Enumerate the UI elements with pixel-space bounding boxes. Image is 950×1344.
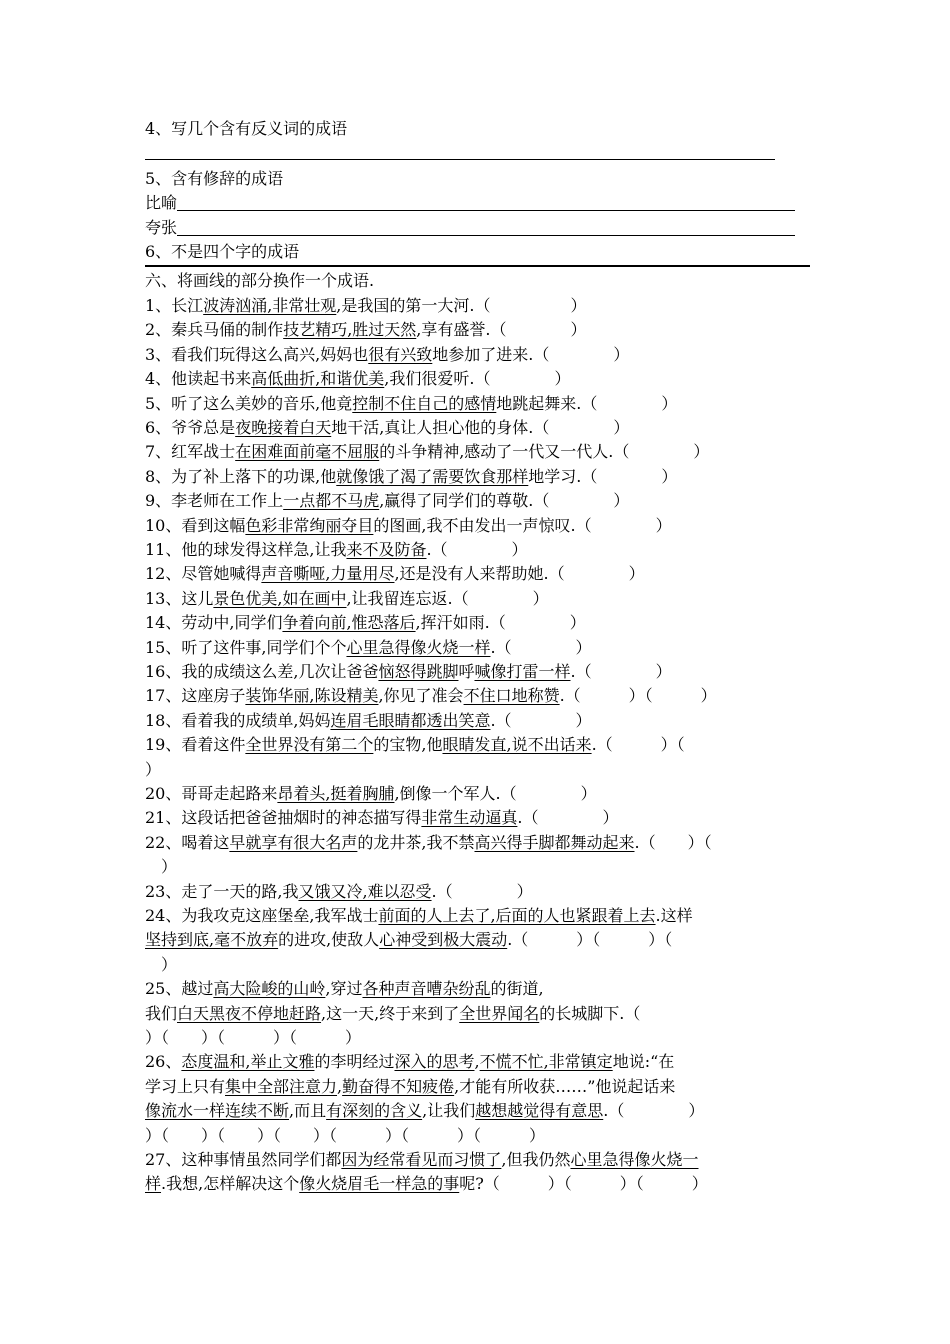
- question-text: 18、看着我的成绩单,妈妈: [145, 710, 331, 730]
- question-text: ,: [474, 1052, 480, 1072]
- question-line: [145, 832, 712, 854]
- underlined-phrase: 集中全部注意力: [225, 1076, 338, 1096]
- underlined-phrase: 心里急得像火烧一: [570, 1150, 699, 1169]
- underlined-phrase: 控制不住自己的感情: [352, 393, 497, 413]
- question-line: [145, 441, 709, 463]
- metaphor-label: 比喻: [145, 193, 178, 212]
- question-line: [145, 637, 592, 659]
- question-line: [145, 1076, 675, 1098]
- question-text: 的斗争精神,感动了一代又一代人.（ ）: [379, 442, 710, 462]
- underlined-phrase: 早就享有很大名声: [229, 832, 358, 852]
- question-text: ,而且: [289, 1101, 327, 1121]
- question-text: ,我们很爱听.（ ）: [384, 369, 571, 389]
- question-text: 1、长江: [145, 296, 204, 315]
- question-text: 15、听了这件事,同学们个个: [145, 637, 347, 657]
- underlined-phrase: 非常生动逼真: [421, 808, 518, 828]
- question-text: 的李明经过: [314, 1052, 395, 1072]
- question-text: ,你见了准会: [378, 686, 464, 706]
- underlined-phrase: 夜晚接着白天: [235, 418, 332, 437]
- underlined-phrase: 色彩非常绚丽夺目: [245, 515, 374, 535]
- question-line: [145, 1125, 545, 1147]
- question-text: .（ ）（ ）（: [507, 930, 673, 950]
- question-text: ）: [145, 759, 162, 779]
- question-text: ,才能有所收获……”他说起话来: [454, 1076, 676, 1096]
- underlined-phrase: 有深刻的含义: [326, 1101, 423, 1121]
- question-text: 的图画,我不由发出一声惊叹.（ ）: [373, 515, 672, 535]
- underlined-phrase: 坚持到底,毫不放弃: [145, 930, 279, 950]
- question-text: .（ ）（ ）: [559, 686, 717, 706]
- question-line: [145, 393, 677, 415]
- question-text: ,倒像一个军人.（ ）: [394, 784, 597, 803]
- question-text: 17、这座房子: [145, 686, 246, 706]
- question-text: 地参加了进来.（ ）: [432, 344, 630, 364]
- question-text: 27、这种事情虽然同学们都: [145, 1150, 342, 1169]
- question-text: 14、劳动中,同学们: [145, 613, 283, 633]
- question-line: [145, 612, 586, 634]
- question-text: ,但我仍然: [501, 1150, 571, 1169]
- question-text: ,让我们: [422, 1101, 476, 1121]
- question-line: [145, 685, 717, 707]
- question-line: [145, 881, 533, 903]
- question-text: 11、他的球发得这样急,让我: [145, 540, 347, 559]
- underlined-phrase: 恼怒得跳脚: [378, 662, 459, 681]
- question-line: [145, 1051, 674, 1073]
- underlined-phrase: 技艺精巧,胜过天然: [283, 320, 417, 340]
- question-text: ,享有盛誉.（ ）: [416, 320, 587, 340]
- question-text: ）（ ）（ ）（ ）: [145, 1028, 362, 1047]
- question-text: .（ ）: [603, 1101, 705, 1121]
- question-line: [145, 295, 586, 317]
- underlined-phrase: 波涛汹涌,非常壮观: [203, 296, 337, 315]
- underlined-phrase: 连眉毛眼睛都透出笑意: [330, 710, 491, 730]
- question-text: 的龙井茶,我不禁: [357, 832, 475, 852]
- question-text: 的宝物,他: [373, 735, 443, 755]
- question-line: [145, 417, 629, 439]
- question-line: [145, 905, 693, 927]
- question-line: [145, 759, 161, 781]
- question-line: [145, 710, 592, 732]
- underlined-phrase: 高兴得手脚都舞动起来: [474, 832, 635, 852]
- question-text: ,是我国的第一大河.（ ）: [336, 296, 587, 315]
- question-text: 3、看我们玩得这么高兴,妈妈也: [145, 344, 369, 364]
- underlined-phrase: 昂着头,挺着胸脯: [277, 784, 395, 803]
- question-text: 20、哥哥走起路来: [145, 784, 278, 803]
- underlined-phrase: 眼睛发直,说不出话来: [442, 735, 592, 755]
- underlined-phrase: 一点都不马虎: [283, 491, 380, 511]
- question-text: 的进攻,使敌人: [278, 930, 380, 950]
- section-6-title: 六、将画线的部分换作一个成语.: [145, 271, 375, 290]
- underlined-phrase: 不慌不忙,非常镇定: [479, 1052, 613, 1072]
- question-text: .这样: [655, 906, 693, 925]
- question-line: [145, 490, 629, 512]
- underlined-phrase: 高大险峻的山岭: [213, 979, 326, 999]
- question-text: 6、爷爷总是: [145, 418, 236, 437]
- underlined-phrase: 勤奋得不知疲倦: [342, 1076, 455, 1096]
- underlined-phrase: 深入的思考: [394, 1052, 475, 1072]
- question-text: .（ ）（: [634, 832, 712, 852]
- question-text: .（ ）: [570, 662, 672, 681]
- question-text: 5、听了这么美妙的音乐,他竟: [145, 393, 353, 413]
- question-text: .（ ）: [517, 808, 619, 828]
- section-divider: [145, 265, 810, 267]
- question-text: ）: [145, 857, 178, 877]
- question-text: 地学习.（ ）: [528, 466, 678, 486]
- underlined-phrase: 就像饿了渴了需要饮食那样: [336, 466, 529, 486]
- underlined-phrase: 越想越觉得有意思: [475, 1101, 604, 1121]
- question-line: [145, 1003, 640, 1025]
- question-text: 13、这儿: [145, 588, 214, 608]
- question-text: .我想,怎样解决这个: [161, 1174, 300, 1194]
- question-text: .（ ）（: [591, 735, 685, 755]
- underlined-phrase: 来不及防备: [346, 540, 427, 559]
- question-text: 25、越过: [145, 979, 214, 999]
- question-line: [145, 783, 597, 805]
- underlined-phrase: 又饿又冷,难以忍受: [298, 881, 432, 901]
- underlined-phrase: 争着向前,惟恐落后: [282, 613, 416, 633]
- question-text: 7、红军战士: [145, 442, 236, 462]
- question-text: 8、为了补上落下的功课,他: [145, 466, 337, 486]
- question-line: [145, 734, 685, 756]
- question-line: [145, 563, 645, 585]
- question-line: [145, 1027, 361, 1049]
- underlined-phrase: 各种声音嘈杂纷乱: [362, 979, 491, 999]
- question-line: [145, 661, 672, 683]
- underlined-phrase: 心神受到极大震动: [379, 930, 508, 950]
- question-line: [145, 929, 672, 951]
- underlined-phrase: 景色优美,如在画中: [213, 588, 347, 608]
- underlined-phrase: 因为经常看见而习惯了: [341, 1150, 502, 1169]
- question-text: .（ ）: [490, 637, 592, 657]
- question-text: 16、我的成绩这么差,几次让爸爸: [145, 662, 379, 681]
- question-line: [145, 856, 177, 878]
- question-text: .（ ）: [490, 710, 592, 730]
- question-text: 的长城脚下.（: [539, 1003, 641, 1023]
- question-line: [145, 539, 528, 561]
- underlined-phrase: 装饰华丽,陈设精美: [245, 686, 379, 706]
- underlined-phrase: 高低曲折,和谐优美: [251, 369, 385, 389]
- question-text: 19、看着这件: [145, 735, 246, 755]
- underlined-phrase: 白天黑夜不停地赶路: [177, 1003, 322, 1023]
- question-text: 学习上只有: [145, 1076, 226, 1096]
- question-text: ,还是没有人来帮助她.（ ）: [394, 564, 645, 584]
- question-5-4: 4、写几个含有反义词的成语: [145, 119, 348, 138]
- question-text: .（ ）: [426, 540, 528, 559]
- question-text: 26、: [145, 1052, 182, 1072]
- question-text: 10、看到这幅: [145, 515, 246, 535]
- question-line: [145, 978, 544, 1000]
- metaphor-answer-line: [177, 210, 795, 211]
- underlined-phrase: 全世界没有第二个: [245, 735, 374, 755]
- question-text: 12、尽管她喊得: [145, 564, 262, 584]
- underlined-phrase: 不住口地称赞: [463, 686, 560, 706]
- question-line: [145, 368, 570, 390]
- question-line: [145, 1100, 704, 1122]
- question-5-5: 5、含有修辞的成语: [145, 169, 284, 188]
- question-text: 呢?（ ）（ ）（ ）: [459, 1174, 708, 1194]
- question-text: 地说:“在: [612, 1052, 675, 1072]
- question-text: 的街道,: [490, 979, 544, 999]
- underlined-phrase: 喊像打雷一样: [474, 662, 571, 681]
- question-text: .（ ）: [431, 881, 533, 901]
- question-line: [145, 319, 586, 341]
- question-text: ,: [337, 1076, 343, 1096]
- question-line: [145, 954, 177, 976]
- question-text: 24、为我攻克这座堡垒,我军战士: [145, 906, 379, 925]
- underlined-phrase: 像火烧眉毛一样急的事: [299, 1174, 460, 1194]
- underlined-phrase: 声音嘶哑,力量用尽: [261, 564, 395, 584]
- underlined-phrase: 全世界闻名: [459, 1003, 540, 1023]
- underlined-phrase: 在困难面前毫不屈服: [235, 442, 380, 462]
- question-text: ,挥汗如雨.（ ）: [415, 613, 586, 633]
- underlined-phrase: 前面的人上去了,后面的人也紧跟着上去: [378, 906, 656, 925]
- question-text: ）: [145, 954, 178, 974]
- question-text: 2、秦兵马俑的制作: [145, 320, 284, 340]
- question-text: 我们: [145, 1003, 178, 1023]
- question-text: 23、走了一天的路,我: [145, 881, 299, 901]
- answer-line: [145, 159, 775, 160]
- question-text: 呼: [458, 662, 475, 681]
- question-5-6: 6、不是四个字的成语: [145, 242, 300, 261]
- question-line: [145, 466, 677, 488]
- underlined-phrase: 心里急得像火烧一样: [346, 637, 491, 657]
- question-text: 21、这段话把爸爸抽烟时的神态描写得: [145, 808, 422, 828]
- exaggeration-answer-line: [177, 235, 795, 236]
- question-line: [145, 515, 672, 537]
- exaggeration-label: 夸张: [145, 218, 178, 237]
- question-text: 地干活,真让人担心他的身体.（ ）: [331, 418, 630, 437]
- question-text: 9、李老师在工作上: [145, 491, 284, 511]
- question-text: 地跳起舞来.（ ）: [496, 393, 678, 413]
- underlined-phrase: 像流水一样连续不断: [145, 1101, 290, 1121]
- question-text: ,赢得了同学们的尊敬.（ ）: [379, 491, 630, 511]
- question-line: [145, 807, 618, 829]
- underlined-phrase: 很有兴致: [368, 344, 433, 364]
- question-text: 22、喝着这: [145, 832, 230, 852]
- underlined-phrase: 样: [145, 1174, 162, 1194]
- question-text: ,让我留连忘返.（ ）: [346, 588, 549, 608]
- question-text: ,这一天,终于来到了: [321, 1003, 460, 1023]
- question-line: [145, 344, 629, 366]
- question-line: [145, 588, 549, 610]
- question-text: 4、他读起书来: [145, 369, 252, 389]
- question-text: ）（ ）（ ）（ ）（ ）（ ）（ ）: [145, 1125, 546, 1145]
- question-line: [145, 1173, 708, 1195]
- question-text: ,穿过: [325, 979, 363, 999]
- question-line: [145, 1149, 699, 1171]
- underlined-phrase: 态度温和,举止文雅: [181, 1052, 315, 1072]
